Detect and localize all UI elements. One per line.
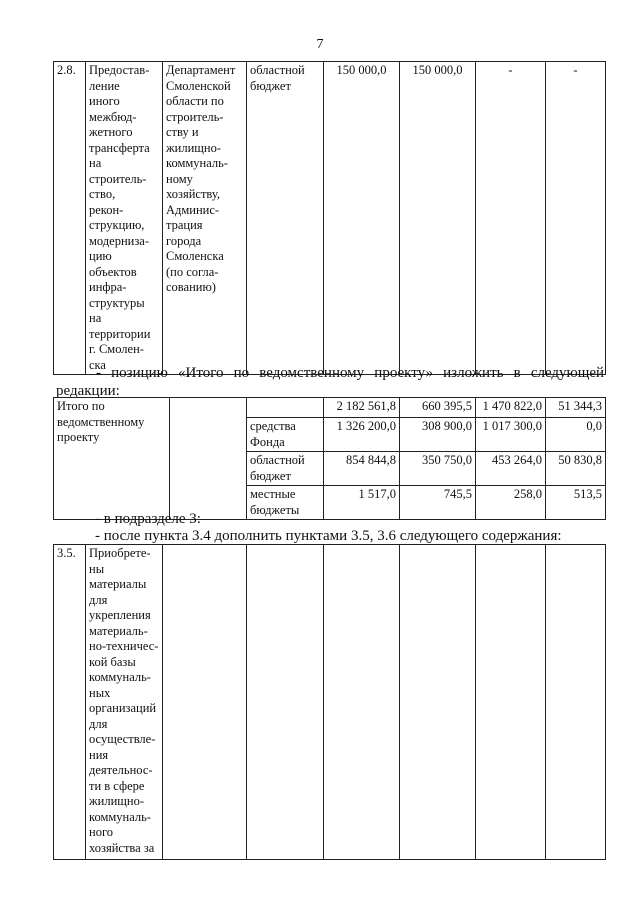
year1-value: 150 000,0 <box>400 62 476 375</box>
year2-value: 1 470 822,0 <box>476 398 546 418</box>
funding-source <box>247 545 324 860</box>
year2-value <box>476 545 546 860</box>
year2-value: 453 264,0 <box>476 452 546 486</box>
funding-source <box>247 452 324 486</box>
executor <box>163 62 247 375</box>
total-value: 1 517,0 <box>324 486 400 520</box>
total-value: 150 000,0 <box>324 62 400 375</box>
paragraph-total-replace <box>56 364 604 400</box>
year3-value: 0,0 <box>546 418 606 452</box>
year3-value: 513,5 <box>546 486 606 520</box>
table-total <box>53 397 606 520</box>
funding-source-text: средства Фонда <box>250 419 296 449</box>
year1-value: 350 750,0 <box>400 452 476 486</box>
year3-value <box>546 545 606 860</box>
executor <box>163 545 247 860</box>
empty-cell <box>170 398 247 520</box>
year3-value: - <box>546 62 606 375</box>
year1-value: 660 395,5 <box>400 398 476 418</box>
item-name <box>86 545 163 860</box>
year3-value: 50 830,8 <box>546 452 606 486</box>
table-row <box>54 62 606 375</box>
executor-text: Департамент Смоленской области по строитель- ству и жилищно- коммуналь- ному хозяйству, Админис- трация города Смоленска (по согла- сованию) <box>166 63 236 294</box>
year1-value <box>400 545 476 860</box>
funding-source-text: областной бюджет <box>250 63 305 93</box>
total-value <box>324 545 400 860</box>
funding-source <box>247 62 324 375</box>
total-label-text: Итого по ведомственному проекту <box>57 399 145 444</box>
paragraph-subsection: - в подразделе 3: <box>95 511 201 527</box>
funding-source <box>247 486 324 520</box>
year3-value: 51 344,3 <box>546 398 606 418</box>
table-item-3-5 <box>53 544 606 860</box>
item-name-text: Приобретe- ны материалы для укрепления материаль- но-техничес- кой базы коммуналь- ных организаций для осуществле- ния деятельнос- ти в сфере жилищно- коммуналь- ного хозяйства за <box>89 546 159 855</box>
item-name-text: Предостав- ление иного межбюд- жетного трансферта на строитель- ство, рекон- струкцию, модерниза- цию объектов инфра- структуры на территории г. Смолен- ска <box>89 63 151 372</box>
row-number: 2.8. <box>54 62 86 375</box>
year2-value: 258,0 <box>476 486 546 520</box>
paragraph-line-1: - позицию «Итого по ведомственному проекту» изложить в следующей <box>96 365 604 381</box>
table-item-2-8 <box>53 61 606 375</box>
paragraph-add-items: - после пункта 3.4 дополнить пунктами 3.5, 3.6 следующего содержания: <box>95 528 562 544</box>
total-value: 854 844,8 <box>324 452 400 486</box>
table-row <box>54 545 606 860</box>
year1-value: 308 900,0 <box>400 418 476 452</box>
total-value: 1 326 200,0 <box>324 418 400 452</box>
row-number: 3.5. <box>54 545 86 860</box>
year2-value: - <box>476 62 546 375</box>
item-name <box>86 62 163 375</box>
year1-value: 745,5 <box>400 486 476 520</box>
table-row <box>54 398 606 418</box>
funding-source-text: областной бюджет <box>250 453 305 483</box>
funding-source <box>247 398 324 418</box>
paragraph-line-2: редакции: <box>56 383 120 399</box>
page-number: 7 <box>316 37 324 52</box>
year2-value: 1 017 300,0 <box>476 418 546 452</box>
funding-source <box>247 418 324 452</box>
funding-source-text: местные бюджеты <box>250 487 300 517</box>
total-label <box>54 398 170 520</box>
total-value: 2 182 561,8 <box>324 398 400 418</box>
